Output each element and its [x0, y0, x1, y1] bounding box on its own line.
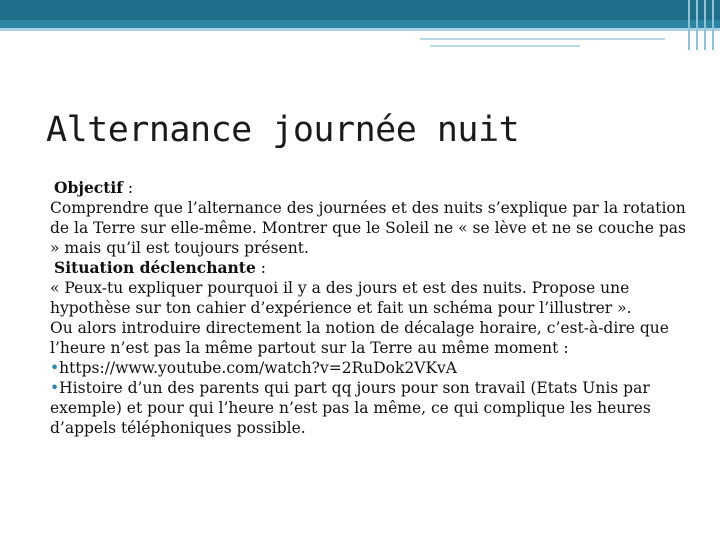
header-band-mid: [0, 20, 720, 28]
video-link[interactable]: https://www.youtube.com/watch?v=2RuDok2VKvA: [59, 359, 457, 377]
accent-line: [420, 38, 665, 40]
header-band-light: [0, 28, 720, 31]
objectif-text: Comprendre que l’alternance des journées et des nuits s’explique par la rotation de la Terre sur elle-même. Montrer que le Soleil ne « se lève et ne se couche pas » mais qu’il est toujours présent.: [50, 199, 686, 257]
list-item: [50, 358, 690, 378]
alternative-text: Ou alors introduire directement la notion de décalage horaire, c’est-à-dire que l’heure n’est pas la même partout sur la Terre au même moment :: [50, 319, 669, 357]
slide-body: [50, 178, 690, 438]
decorative-stripes: [688, 0, 720, 50]
header-band-dark: [0, 0, 720, 20]
objectif-heading: [50, 178, 690, 198]
slide-title: Alternance journée nuit: [46, 110, 520, 150]
objectif-label: Objectif: [54, 178, 123, 197]
situation-separator: :: [255, 259, 266, 277]
situation-label: Situation déclenchante: [54, 258, 256, 277]
bullet-icon: •: [50, 379, 60, 397]
objectif-separator: :: [122, 179, 134, 197]
list-item: [50, 378, 690, 438]
list-item-text: Histoire d’un des parents qui part qq jours pour son travail (Etats Unis par exemple) et pour qui l’heure n’est pas la même, ce qui complique les heures d’appels téléphoniques possible.: [50, 379, 651, 437]
bullet-icon: •: [50, 359, 60, 377]
situation-text: « Peux-tu expliquer pourquoi il y a des jours et est des nuits. Propose une hypothèse sur ton cahier d’expérience et fait un schéma pour l’illustrer ».: [50, 279, 632, 317]
situation-heading: [50, 258, 690, 278]
accent-line: [430, 45, 580, 47]
